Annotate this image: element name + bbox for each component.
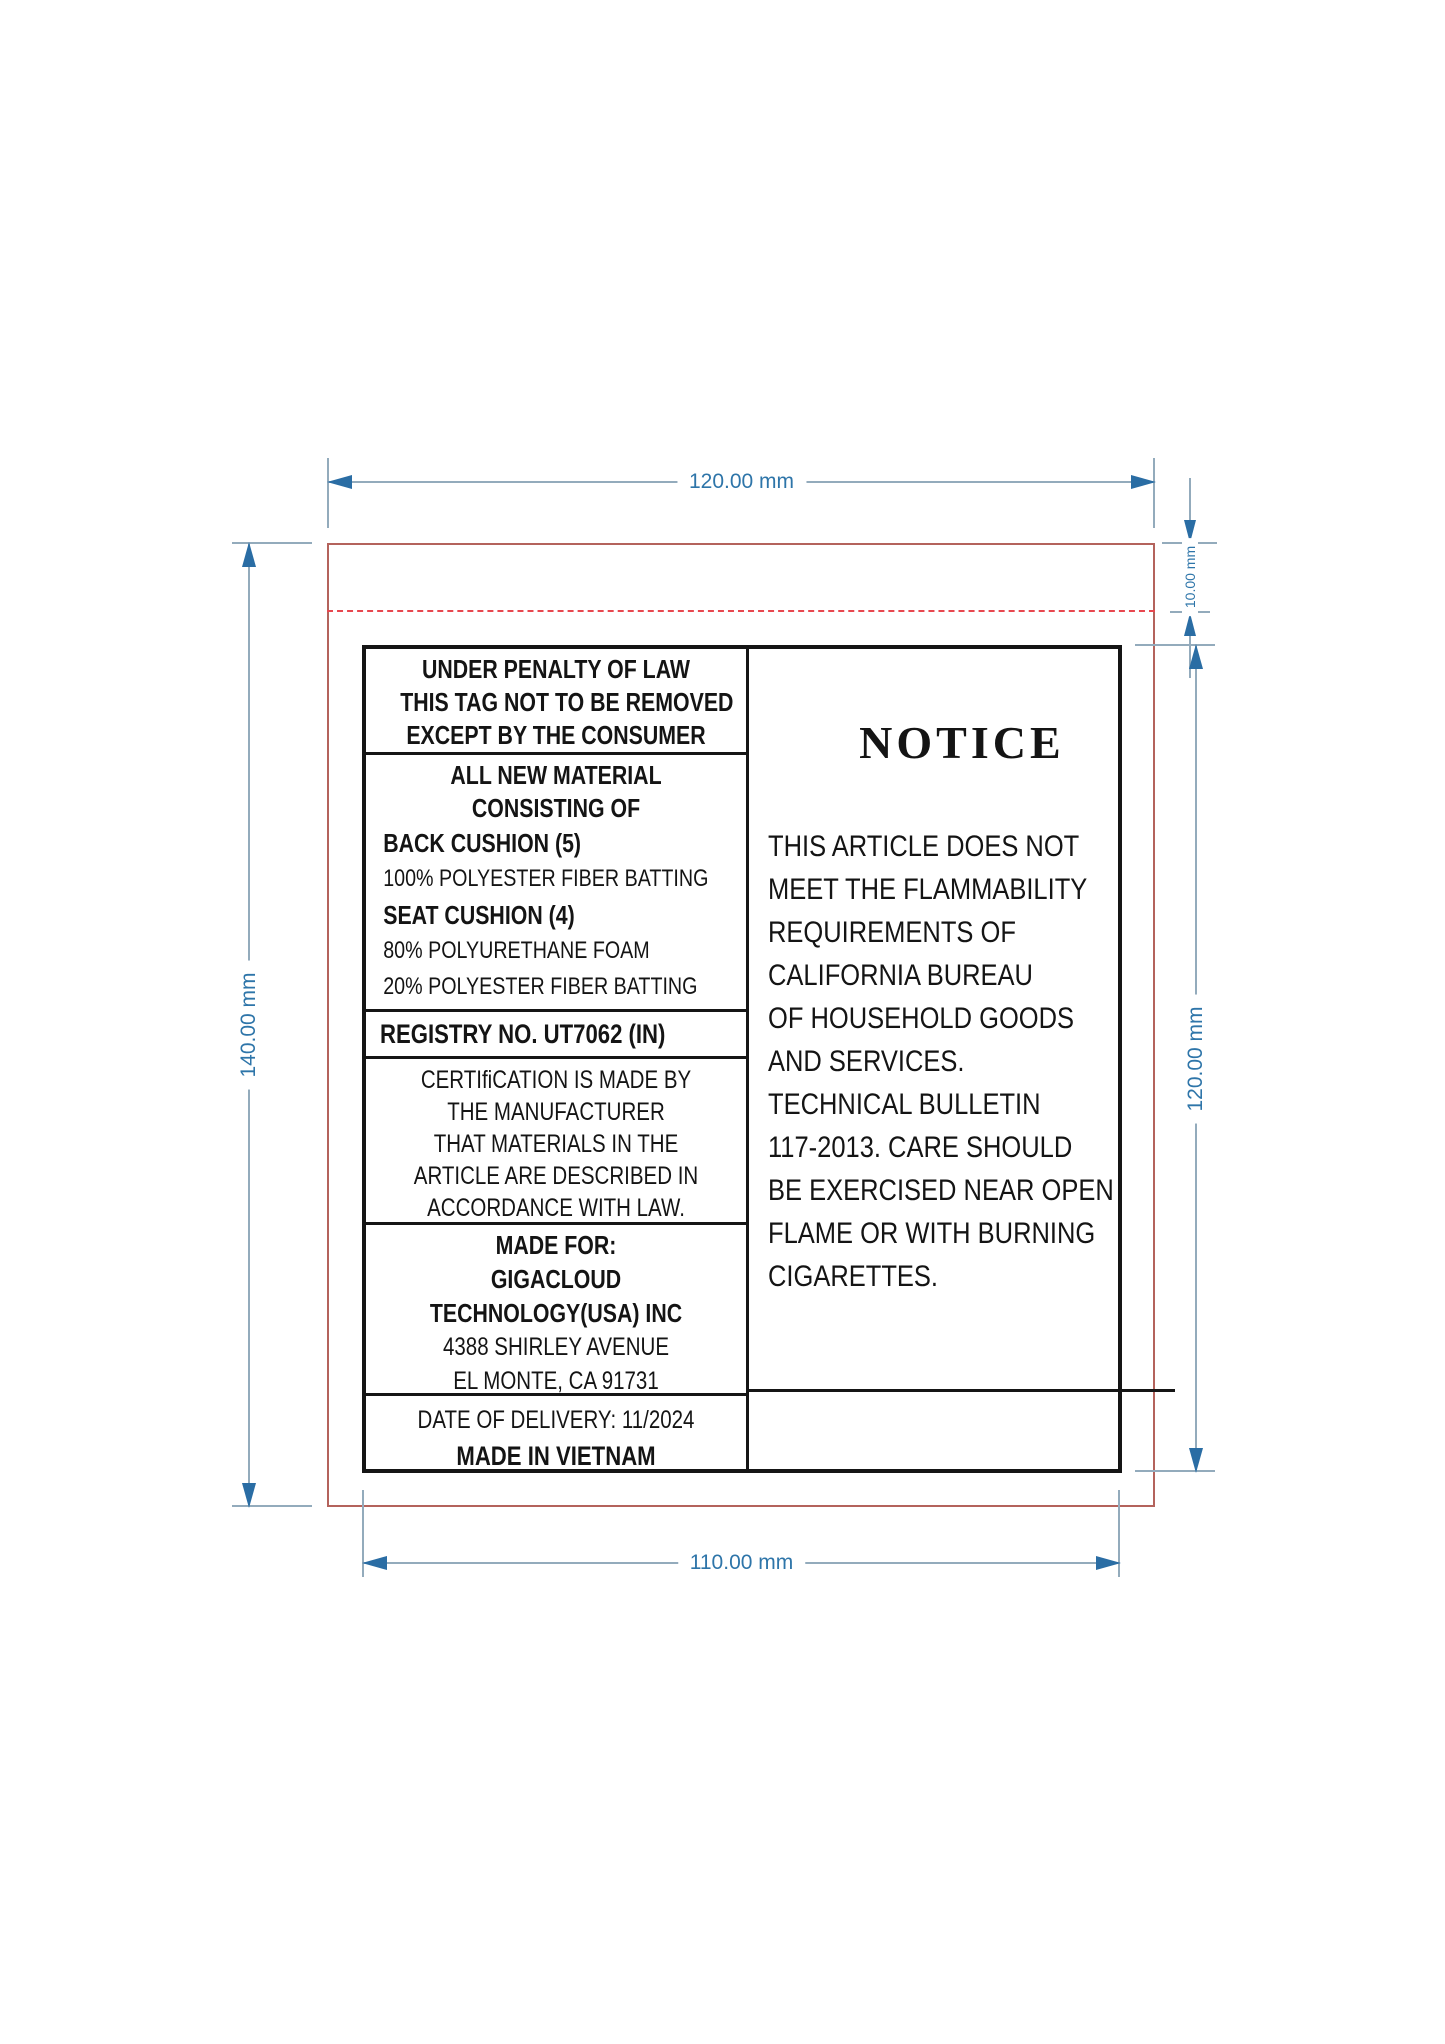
made-for-bold-lines [366,1228,746,1330]
certification-line: THAT MATERIALS IN THE [433,1130,679,1158]
empty-cell [749,1392,1175,1469]
dim-label: 120.00 mm [677,470,806,494]
certification-line: ARTICLE ARE DESCRIBED IN [413,1162,699,1190]
law-label [362,645,1122,1473]
fold-dashed-line [327,610,1155,612]
arrowhead [242,1483,256,1508]
certification-line: THE MANUFACTURER [447,1098,665,1126]
dim-label-height [1185,645,1207,1472]
notice-line: REQUIREMENTS OF [768,916,1016,949]
extension-line [327,458,329,528]
certification-line: ACCORDANCE WITH LAW. [427,1194,685,1222]
dim-top-width [328,471,1155,493]
delivery-cell [366,1396,746,1469]
label-left-column [366,649,749,1469]
notice-line: CIGARETTES. [768,1260,939,1293]
arrowhead [1189,644,1203,669]
penalty-line: THIS TAG NOT TO BE REMOVED [400,687,734,717]
penalty-line: UNDER PENALTY OF LAW [421,654,691,684]
arrowhead [1189,1448,1203,1473]
materials-title-line: CONSISTING OF [471,793,641,823]
notice-line: 117-2013. CARE SHOULD [768,1131,1073,1164]
dim-label: 10.00 mm [1182,538,1198,616]
materials-title-line: ALL NEW MATERIAL [450,760,662,790]
notice-cell [749,649,1175,1392]
arrowhead [1096,1556,1121,1570]
notice-line: CALIFORNIA BUREAU [768,959,1033,992]
seat-cushion-content: 20% POLYESTER FIBER BATTING [383,973,698,1000]
notice-line: THIS ARTICLE DOES NOT [768,830,1080,863]
dim-label: 120.00 mm [1184,994,1208,1123]
notice-line: TECHNICAL BULLETIN [768,1088,1041,1121]
notice-body [749,825,1175,1298]
extension-line [1153,458,1155,528]
notice-line: OF HOUSEHOLD GOODS [768,1002,1075,1035]
registry-number: REGISTRY NO. UT7062 (IN) [380,1019,666,1049]
made-for-line: TECHNOLOGY(USA) INC [429,1298,683,1328]
arrowhead [327,475,352,489]
notice-line: AND SERVICES. [768,1045,965,1078]
notice-line: MEET THE FLAMMABILITY [768,873,1088,906]
back-cushion-content: 100% POLYESTER FIBER BATTING [383,865,709,892]
country-of-origin: MADE IN VIETNAM [456,1441,656,1469]
dim-label: 110.00 mm [678,1551,806,1575]
certification-line: CERTIfiCATION IS MADE BY [420,1066,692,1094]
label-right-column [749,649,1175,1469]
back-cushion-label: BACK CUSHION (5) [383,828,582,858]
registry-cell [366,1012,746,1059]
delivery-date: DATE OF DELIVERY: 11/2024 [417,1406,695,1434]
address-line: 4388 SHIRLEY AVENUE [442,1333,670,1361]
materials-cell [366,755,746,1012]
made-for-cell [366,1225,746,1396]
dim-label-width [363,1552,1120,1574]
dimension-line [1189,478,1191,522]
made-for-line: GIGACLOUD [490,1264,622,1294]
dim-label: 140.00 mm [237,960,261,1089]
made-for-line: MADE FOR: [495,1230,617,1260]
notice-line: FLAME OR WITH BURNING [768,1217,1096,1250]
seat-cushion-label: SEAT CUSHION (4) [383,900,575,930]
address-line: EL MONTE, CA 91731 [453,1367,659,1395]
penalty-cell [366,649,746,755]
notice-title: NOTICE [859,717,1065,768]
made-for-address-lines [366,1330,746,1396]
arrowhead [1184,613,1196,636]
certification-cell [366,1059,746,1225]
seat-cushion-content: 80% POLYURETHANE FOAM [383,937,650,964]
arrowhead [362,1556,387,1570]
notice-line: BE EXERCISED NEAR OPEN [768,1174,1114,1207]
penalty-line: EXCEPT BY THE CONSUMER [406,720,706,750]
arrowhead [1131,475,1156,489]
arrowhead [242,542,256,567]
dim-left-height [238,543,260,1507]
